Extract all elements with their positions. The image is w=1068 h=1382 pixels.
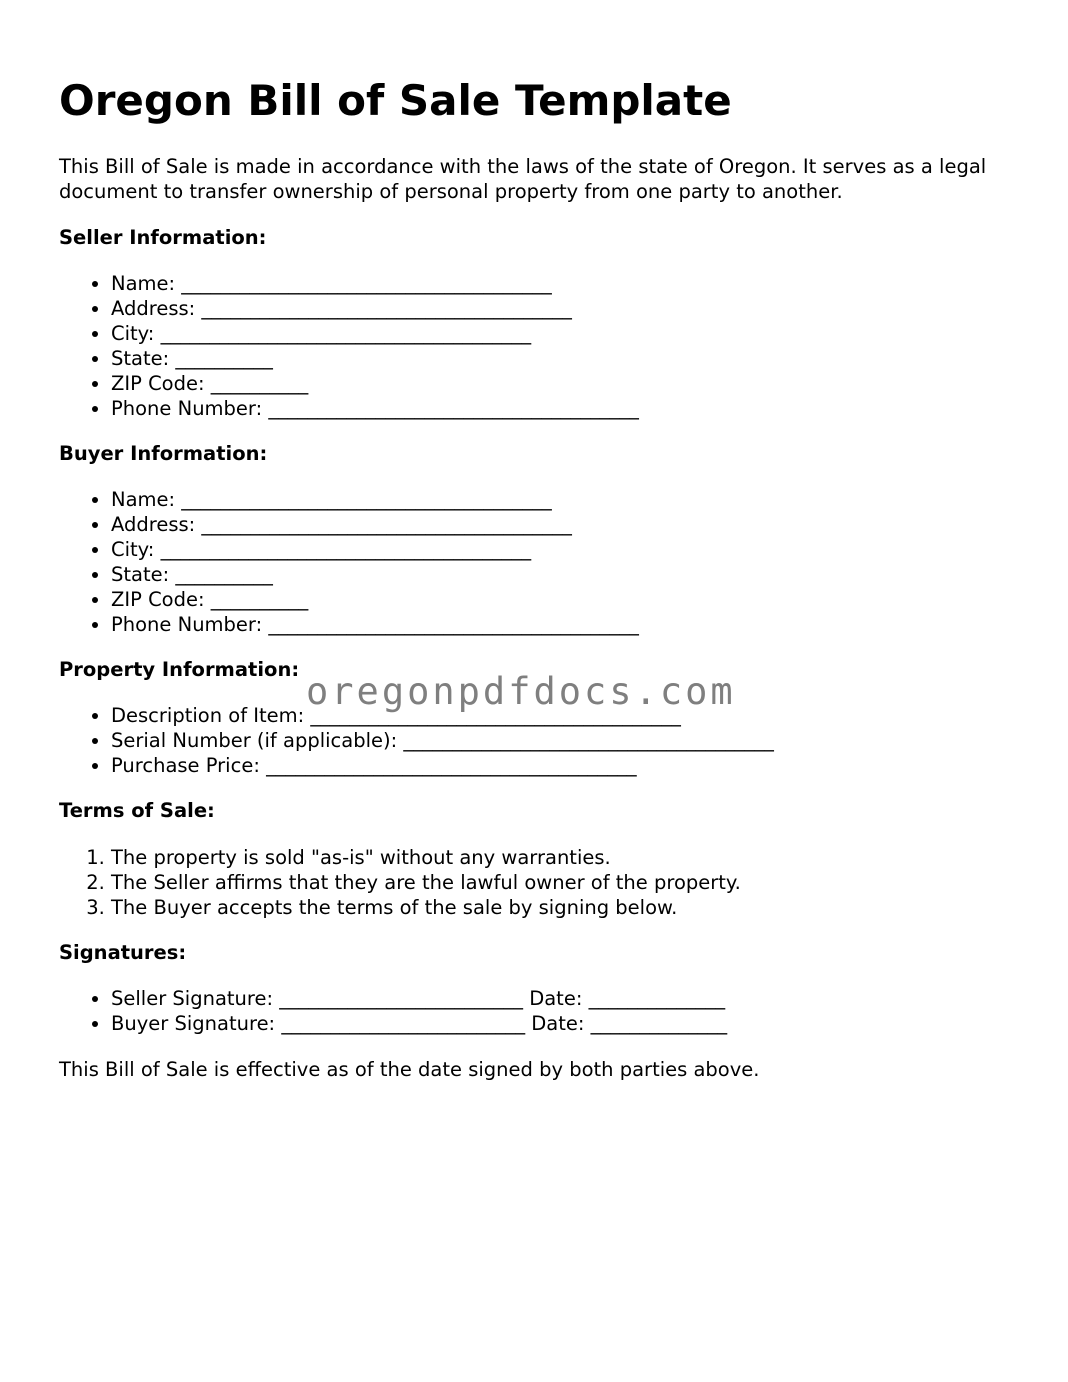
closing-statement: This Bill of Sale is effective as of the date signed by both parties above. bbox=[59, 1058, 760, 1081]
seller-fields-list bbox=[59, 271, 639, 421]
terms-item: 3. The Buyer accepts the terms of the sale by signing below. bbox=[111, 895, 741, 920]
terms-heading: Terms of Sale: bbox=[59, 799, 215, 822]
property-fields-list bbox=[59, 703, 774, 778]
terms-list bbox=[59, 845, 741, 920]
signatures-list bbox=[59, 986, 727, 1036]
property-description-field: • Description of Item: ______________________________________ bbox=[111, 703, 774, 728]
buyer-city-field: • City: ______________________________________ bbox=[111, 537, 639, 562]
document-title: Oregon Bill of Sale Template bbox=[59, 76, 732, 125]
seller-signature-field: • Seller Signature: _________________________ Date: ______________ bbox=[111, 986, 727, 1011]
seller-address-field: • Address: ______________________________________ bbox=[111, 296, 639, 321]
property-heading: Property Information: bbox=[59, 658, 300, 681]
seller-state-field: • State: __________ bbox=[111, 346, 639, 371]
buyer-phone-field: • Phone Number: ______________________________________ bbox=[111, 612, 639, 637]
buyer-address-field: • Address: ______________________________________ bbox=[111, 512, 639, 537]
buyer-fields-list bbox=[59, 487, 639, 637]
terms-item: 1. The property is sold "as-is" without any warranties. bbox=[111, 845, 741, 870]
seller-city-field: • City: ______________________________________ bbox=[111, 321, 639, 346]
signatures-heading: Signatures: bbox=[59, 941, 187, 964]
seller-name-field: • Name: ______________________________________ bbox=[111, 271, 639, 296]
buyer-state-field: • State: __________ bbox=[111, 562, 639, 587]
terms-item: 2. The Seller affirms that they are the lawful owner of the property. bbox=[111, 870, 741, 895]
seller-zip-field: • ZIP Code: __________ bbox=[111, 371, 639, 396]
property-price-field: • Purchase Price: ______________________________________ bbox=[111, 753, 774, 778]
buyer-zip-field: • ZIP Code: __________ bbox=[111, 587, 639, 612]
property-serial-field: • Serial Number (if applicable): ______________________________________ bbox=[111, 728, 774, 753]
buyer-name-field: • Name: ______________________________________ bbox=[111, 487, 639, 512]
watermark-text: oregonpdfdocs.com bbox=[306, 670, 736, 713]
buyer-heading: Buyer Information: bbox=[59, 442, 268, 465]
seller-heading: Seller Information: bbox=[59, 226, 267, 249]
buyer-signature-field: • Buyer Signature: _________________________ Date: ______________ bbox=[111, 1011, 727, 1036]
seller-phone-field: • Phone Number: ______________________________________ bbox=[111, 396, 639, 421]
intro-paragraph: This Bill of Sale is made in accordance with the laws of the state of Oregon. It serves as a legal document to transfer ownership of personal property from one party to another. bbox=[59, 155, 987, 203]
